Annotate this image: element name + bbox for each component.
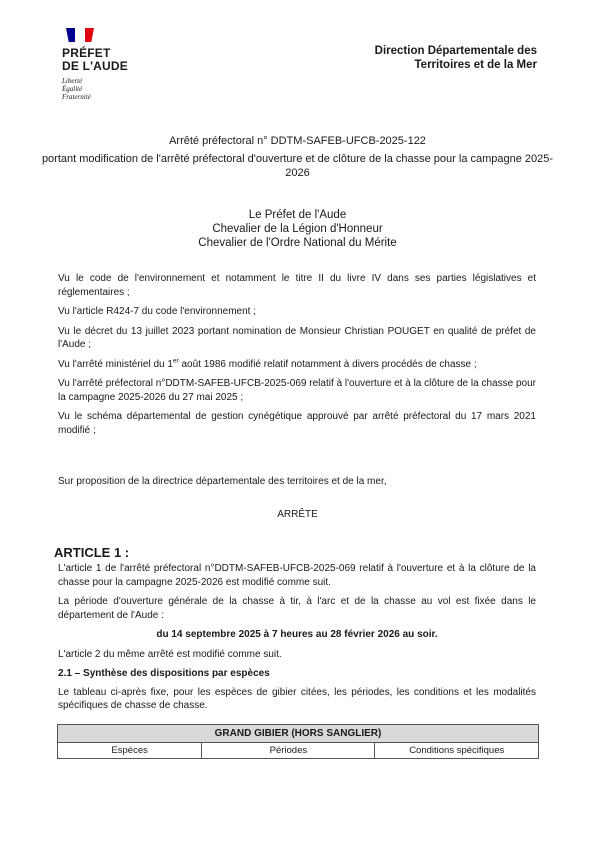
column-header-periodes: Périodes	[202, 743, 375, 759]
table-heading: GRAND GIBIER (HORS SANGLIER)	[58, 725, 539, 743]
paragraph: L'article 2 du même arrêté est modifié comme suit.	[58, 648, 282, 660]
vu-item: Vu l'arrêté ministériel du 1er août 1986 modifié relatif notamment à divers procédés de chasse ;	[58, 357, 477, 370]
vu-considerations	[58, 272, 536, 443]
french-flag-icon	[66, 28, 94, 42]
paragraph: La période d'ouverture générale de la chasse à tir, à l'arc et de la chasse au vol est fixée dans le département de l'Aude :	[58, 596, 536, 621]
decree-number: Arrêté préfectoral n° DDTM-SAFEB-UFCB-2025-122	[169, 135, 426, 147]
vu-item: Vu le schéma départemental de gestion cynégétique approuvé par arrêté préfectoral du 17 mars 2021 modifié ;	[58, 411, 536, 436]
prefet-titles: Le Préfet de l'Aude Chevalier de la Légion d'Honneur Chevalier de l'Ordre National du Mérite	[198, 209, 397, 249]
issuing-direction: Direction Départementale des Territoires et de la Mer	[374, 45, 537, 71]
species-table	[57, 724, 539, 759]
decree-subject: portant modification de l'arrêté préfectoral d'ouverture et de clôture de la chasse pour la campagne 2025-2026	[41, 153, 554, 179]
prefecture-logo	[62, 28, 152, 101]
arrete-heading: ARRÊTE	[277, 509, 318, 520]
vu-item: Vu l'arrêté préfectoral n°DDTM-SAFEB-UFCB-2025-069 relatif à l'ouverture et à la clôture de la chasse pour la campagne 2025-2026 du 27 mai 2025 ;	[58, 378, 536, 403]
vu-item: Vu le décret du 13 juillet 2023 portant nomination de Monsieur Christian POUGET en qualité de préfet de l'Aude ;	[58, 325, 536, 350]
column-header-especes: Espèces	[58, 743, 202, 759]
logo-motto: Liberté Égalité Fraternité	[62, 77, 91, 101]
article-1-title: ARTICLE 1 :	[54, 545, 130, 560]
paragraph: L'article 1 de l'arrêté préfectoral n°DDTM-SAFEB-UFCB-2025-069 relatif à l'ouverture et à la clôture de la chasse pour la campagne 2025-2026 est modifié comme suit.	[58, 563, 536, 588]
logo-title: PRÉFET DE L'AUDE	[62, 46, 128, 73]
opening-dates: du 14 septembre 2025 à 7 heures au 28 février 2026 au soir.	[156, 629, 438, 640]
proposition-text: Sur proposition de la directrice départementale des territoires et de la mer,	[58, 476, 387, 487]
vu-item: Vu le code de l'environnement et notamment le titre II du livre IV dans ses parties législatives et réglementaires ;	[58, 273, 536, 298]
vu-item: Vu l'article R424-7 du code l'environnement ;	[58, 306, 257, 317]
paragraph: Le tableau ci-après fixe, pour les espèces de gibier citées, les périodes, les conditions et les modalités spécifiques de chasse de chasse.	[58, 686, 536, 711]
column-header-conditions: Conditions spécifiques	[375, 743, 539, 759]
section-2-1-title: 2.1 – Synthèse des dispositions par espèces	[58, 668, 270, 679]
article-1-body	[58, 562, 536, 719]
